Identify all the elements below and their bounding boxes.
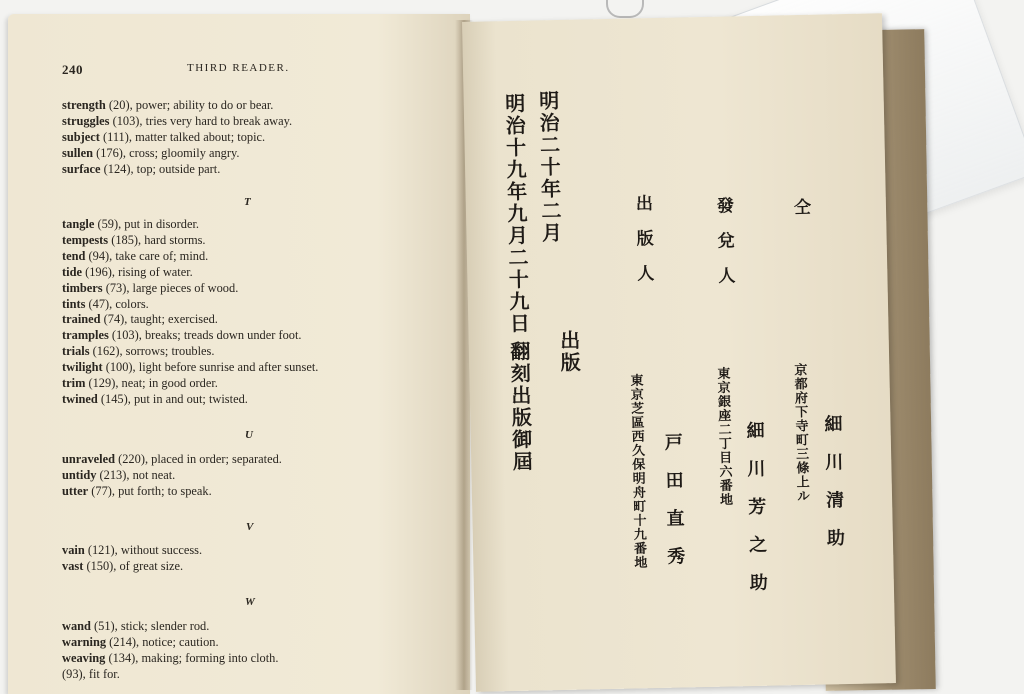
glossary-entry bbox=[62, 619, 422, 635]
paper-clip bbox=[606, 0, 644, 18]
glossary-word: trials bbox=[62, 344, 90, 359]
glossary-entry bbox=[62, 484, 422, 500]
glossary-entry bbox=[62, 162, 422, 178]
name-hosokawa-yoshinosuke: 細川芳之助 bbox=[743, 420, 769, 612]
glossary-entry bbox=[62, 114, 422, 130]
glossary-word: surface bbox=[62, 161, 101, 176]
glossary-word: vast bbox=[62, 558, 84, 573]
glossary-definition: (214), notice; caution. bbox=[106, 634, 219, 649]
glossary-definition: (103), tries very hard to break away. bbox=[109, 113, 293, 128]
glossary-definition: (73), large pieces of wood. bbox=[102, 280, 239, 295]
address-kyoto: 京都府下寺町三條上ル bbox=[791, 362, 810, 504]
glossary-word: trained bbox=[62, 312, 101, 327]
reprint-date: 明治十九年九月二十九日 bbox=[501, 92, 531, 336]
glossary-entry bbox=[62, 651, 422, 667]
glossary-entry bbox=[62, 376, 422, 392]
glossary-entry bbox=[62, 130, 422, 146]
glossary-definition: (77), put forth; to speak. bbox=[88, 483, 212, 498]
glossary-entry bbox=[62, 98, 422, 114]
left-page-text bbox=[62, 62, 422, 681]
glossary-entry bbox=[62, 146, 422, 162]
address-shiba: 東京芝區西久保明舟町十九番地 bbox=[627, 373, 647, 570]
glossary-definition: (103), breaks; treads down under foot. bbox=[108, 328, 302, 343]
glossary-entry bbox=[62, 233, 422, 249]
glossary-entry bbox=[62, 452, 422, 468]
role-publisher: 出版人 bbox=[631, 194, 654, 300]
glossary-definition: (185), hard storms. bbox=[108, 232, 206, 247]
glossary-definition: (111), matter talked about; topic. bbox=[99, 129, 266, 144]
role-distributor: 發兌人 bbox=[712, 196, 735, 302]
glossary-definition: (196), rising of water. bbox=[81, 264, 193, 279]
glossary-entry bbox=[62, 543, 422, 559]
glossary-entry bbox=[62, 328, 422, 344]
section-letter-t: T bbox=[244, 196, 251, 208]
glossary-entry bbox=[62, 297, 422, 313]
glossary-word: timbers bbox=[62, 280, 103, 295]
glossary-word: subject bbox=[62, 129, 100, 144]
glossary-word: weaving bbox=[62, 650, 106, 665]
glossary-entry bbox=[62, 392, 422, 408]
glossary-word: sullen bbox=[62, 145, 93, 160]
glossary-definition: (129), neat; in good order. bbox=[85, 376, 218, 391]
glossary-entry bbox=[62, 344, 422, 360]
entries-w bbox=[62, 619, 422, 683]
glossary-word: tend bbox=[62, 248, 86, 263]
glossary-definition: (162), sorrows; troubles. bbox=[89, 344, 215, 359]
reprint-notice: 翻刻出版御屆 bbox=[506, 340, 534, 474]
glossary-definition: (145), put in and out; twisted. bbox=[97, 391, 248, 406]
running-head: THIRD READER. bbox=[187, 62, 290, 74]
glossary-entry bbox=[62, 265, 422, 281]
glossary-word: tempests bbox=[62, 232, 109, 247]
glossary-entry bbox=[62, 281, 422, 297]
glossary-word: strength bbox=[62, 98, 106, 112]
glossary-word: tramples bbox=[62, 328, 109, 343]
glossary-word: untidy bbox=[62, 467, 97, 482]
glossary-word: warning bbox=[62, 634, 107, 649]
right-page bbox=[462, 13, 896, 692]
glossary-definition: (51), stick; slender rod. bbox=[90, 619, 210, 633]
glossary-definition: (176), cross; gloomily angry. bbox=[93, 145, 240, 160]
glossary-entry bbox=[62, 217, 422, 233]
glossary-definition: (220), placed in order; separated. bbox=[115, 452, 282, 466]
glossary-entry bbox=[62, 468, 422, 484]
glossary-definition: (59), put in disorder. bbox=[94, 217, 199, 231]
address-ginza: 東京銀座二丁目六番地 bbox=[714, 366, 733, 507]
glossary-entry bbox=[62, 667, 422, 683]
entries-u bbox=[62, 452, 422, 500]
glossary-definition: (93), fit for. bbox=[62, 666, 120, 681]
glossary-definition: (124), top; outside part. bbox=[100, 161, 221, 176]
publish-label: 出版 bbox=[556, 329, 582, 375]
glossary-word: vain bbox=[62, 543, 85, 557]
glossary-definition: (74), taught; exercised. bbox=[100, 312, 218, 327]
glossary-definition: (20), power; ability to do or bear. bbox=[105, 98, 274, 112]
glossary-entry bbox=[62, 249, 422, 265]
role-ditto: 仝 bbox=[789, 197, 811, 234]
glossary-definition: (121), without success. bbox=[84, 543, 203, 557]
glossary-entry bbox=[62, 559, 422, 575]
glossary-word: tangle bbox=[62, 217, 95, 231]
section-letter-u: U bbox=[245, 429, 253, 441]
glossary-word: tide bbox=[62, 264, 82, 279]
glossary-definition: (134), making; forming into cloth. bbox=[105, 650, 279, 665]
page-number: 240 bbox=[62, 62, 83, 77]
glossary-definition: (47), colors. bbox=[85, 296, 149, 311]
glossary-word: twilight bbox=[62, 360, 103, 375]
glossary-entry bbox=[62, 360, 422, 376]
glossary-definition: (100), light before sunrise and after sunset. bbox=[102, 360, 319, 375]
glossary-entry bbox=[62, 635, 422, 651]
glossary-definition: (94), take care of; mind. bbox=[85, 248, 209, 263]
glossary-word: tints bbox=[62, 296, 86, 311]
section-letter-w: W bbox=[245, 596, 255, 608]
glossary-word: utter bbox=[62, 483, 89, 498]
glossary-word: twined bbox=[62, 391, 98, 406]
glossary-word: unraveled bbox=[62, 452, 116, 466]
glossary-word: struggles bbox=[62, 113, 110, 128]
name-hosokawa-seisuke: 細川清助 bbox=[821, 414, 846, 567]
entries-t bbox=[62, 217, 422, 408]
page-header bbox=[62, 62, 422, 78]
glossary-definition: (150), of great size. bbox=[83, 558, 184, 573]
publication-date: 明治二十年二月 bbox=[535, 89, 563, 245]
section-letter-v: V bbox=[246, 521, 254, 533]
glossary-definition: (213), not neat. bbox=[96, 467, 176, 482]
name-toda-naohide: 戸田直秀 bbox=[661, 432, 686, 585]
glossary-word: trim bbox=[62, 376, 86, 391]
entries-v bbox=[62, 543, 422, 575]
glossary-word: wand bbox=[62, 619, 91, 633]
entries-s bbox=[62, 98, 422, 178]
glossary-entry bbox=[62, 312, 422, 328]
